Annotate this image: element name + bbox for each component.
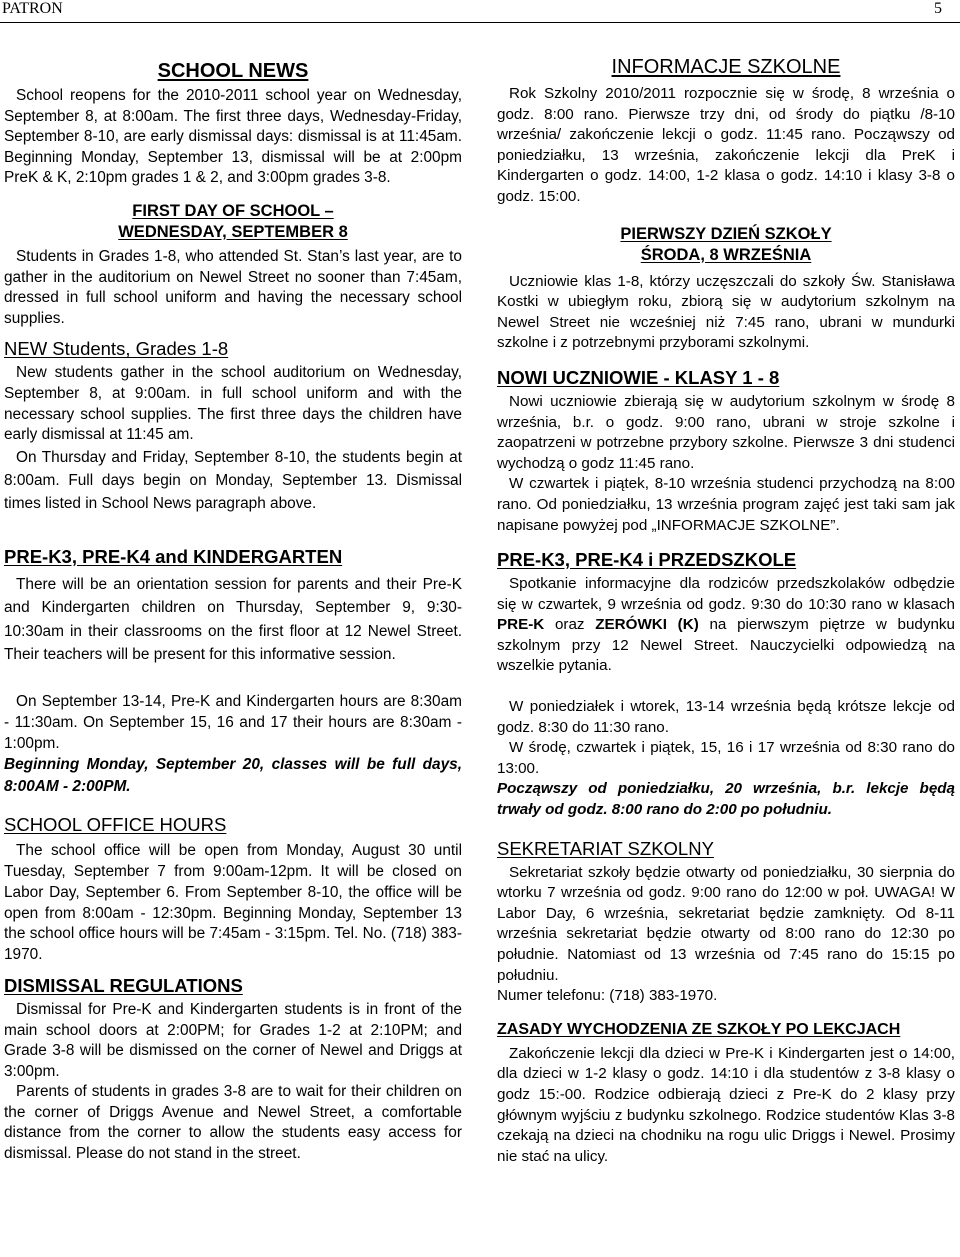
office-hours-text: The school office will be open from Monday, August 30 until Tuesday, September 7 from 9:00am-12pm. It will be closed on Labor Day, September 6. From September 8-10, the office will be open from 8:00am - 12:30pm. Beginning Monday, September 13 the school office hours will be 7:45am - 3:15pm. Tel. No. (718) 383-1970.: [4, 842, 462, 964]
first-day-pl-heading-line2: ŚRODA, 8 WRZEŚNIA: [640, 245, 812, 264]
new-students-pl-text-1: Nowi uczniowie zbierają się w audytorium szkolnym w środę 8 września, b.r. o godz. 9:00 rano, ubrani w stroje szkolne i zaopatrzeni w potrzebne przybory szkolne. Pierwsze 3 dni studenci wychodzą o godz 11:45 rano.: [497, 392, 955, 472]
new-students-text-2: On Thursday and Friday, September 8-10, the students begin at 8:00am. Full days begin on Monday, September 13. Dismissal times listed in School News paragraph above.: [4, 448, 462, 512]
office-pl-heading: SEKRETARIAT SZKOLNY: [497, 837, 714, 859]
prek-pl-heading: PRE-K3, PRE-K4 i PRZEDSZKOLE: [497, 549, 797, 571]
new-students-pl-heading: NOWI UCZNIOWIE - KLASY 1 - 8: [497, 366, 780, 388]
dismissal-heading: DISMISSAL REGULATIONS: [4, 974, 243, 996]
page-number: 5: [934, 0, 942, 17]
first-day-text: Students in Grades 1-8, who attended St. Stan’s last year, are to gather in the auditorium on Newel Street no sooner than 7:45am, dressed in full school uniform and having the necessary school supplies.: [4, 247, 462, 327]
dismissal-pl-text: Zakończenie lekcji dla dzieci w Pre-K i Kindergarten jest o 14:00, dla dzieci w 1-2 klasy o godz. 14:10 i dla studentów z 3-8 klasy o godz 15:-00. Rodzice odbierają dzieci z Pre-K do 2 klasy przy głównym wyjściu z budynku szkolnego. Rodzice studentów Klas 3-8 czekają na dzieci na chodniku na rogu ulic Driggs i Newel. Prosimy nie stać na ulicy.: [497, 1044, 955, 1165]
first-day-pl-text: Uczniowie klas 1-8, którzy uczęszczali do szkoły Św. Stanisława Kostki w ubiegłym roku, zbiorą się w audytorium szkolnym na Newel Street nie wcześniej niż 7:45 rano, ubrani w mundurki szkolne i z potrzebnymi przyborami szkolnymi.: [497, 272, 955, 352]
prek-pl-text-2: W poniedziałek i wtorek, 13-14 września będą krótsze lekcje od godz. 8:30 do 11:30 rano.: [497, 698, 955, 736]
first-day-heading-line2: WEDNESDAY, SEPTEMBER 8: [118, 222, 348, 241]
prek-pl-text-1: [497, 574, 955, 677]
new-students-text-1: New students gather in the school auditorium on Wednesday, September 8, at 9:00am. in full school uniform and with the necessary school supplies. The first three days the children have early dismissal at 11:45 am.: [4, 364, 462, 444]
prek-pl-text-1c: na pierwszym piętrze w budynku szkolnym przy 12 Newel Street. Nauczycielki odpowiedzą na wszelkie pytania.: [497, 616, 955, 675]
prek-pl-text-4: Począwszy od poniedziałku, 20 września, b.r. lekcje będą trwały od godz. 8:00 rano do 2:00 po południu.: [497, 780, 955, 819]
school-news-text: School reopens for the 2010-2011 school year on Wednesday, September 8, at 8:00am. The first three days, Wednesday-Friday, September 8-10, are early dismissal days: dismissal is at 11:45am. Beginning Monday, September 13, dismissal will be at 2:00pm PreK & K, 2:10pm grades 1 & 2, and 3:00pm grades 3-8.: [4, 87, 462, 187]
new-students-pl-text-2: W czwartek i piątek, 8-10 września studenci przychodzą na 8:00 rano. Od poniedziałku, 13 września program zajęć jest taki sam jak napisane powyżej pod „INFORMACJE SZKOLNE”.: [497, 475, 955, 534]
prek-text-2: On September 13-14, Pre-K and Kindergarten hours are 8:30am - 11:30am. On September 15, 16 and 17 their hours are 8:30am - 1:00pm.: [4, 693, 462, 752]
page-header: [0, 0, 960, 23]
prek-pl-bold-zerowki: ZERÓWKI (K): [595, 616, 699, 634]
first-day-heading-line1: FIRST DAY OF SCHOOL –: [132, 201, 334, 220]
prek-heading: PRE-K3, PRE-K4 and KINDERGARTEN: [4, 545, 343, 567]
dismissal-text-1: Dismissal for Pre-K and Kindergarten students is in front of the main school doors at 2:00PM; for Grades 1-2 at 2:10PM; and Grade 3-8 will be dismissed on the corner of Newel and Driggs at 3:00pm.: [4, 1000, 462, 1080]
school-news-heading: SCHOOL NEWS: [157, 60, 309, 82]
prek-text-3: Beginning Monday, September 20, classes will be full days, 8:00AM - 2:00PM.: [4, 756, 462, 795]
newsletter-name: PATRON: [2, 0, 63, 17]
prek-text-1: There will be an orientation session for parents and their Pre-K and Kindergarten children on Thursday, September 9, 9:30-10:30am in their classrooms on the first floor at 12 Newel Street. Their teachers will be present for this informative session.: [4, 575, 462, 663]
english-column: [4, 54, 462, 1165]
dismissal-pl-heading: ZASADY WYCHODZENIA ZE SZKOŁY PO LEKCJACH: [497, 1020, 901, 1038]
prek-pl-text-1b: oraz: [554, 616, 585, 634]
dismissal-text-2: Parents of students in grades 3-8 are to wait for their children on the corner of Driggs Avenue and Newel Street, a comfortable distance from the corner to allow the students easy access for dismissal. Please do not stand in the street.: [4, 1083, 462, 1163]
first-day-pl-heading-line1: PIERWSZY DZIEŃ SZKOŁY: [620, 224, 832, 243]
polish-column: [497, 54, 955, 1167]
prek-pl-text-3: W środę, czwartek i piątek, 15, 16 i 17 września od 8:30 rano do 13:00.: [497, 739, 955, 777]
prek-pl-bold-prek: PRE-K: [497, 616, 545, 634]
info-text: Rok Szkolny 2010/2011 rozpocznie się w środę, 8 września o godz. 8:00 rano. Pierwsze trzy dni, od środy do piątku /8-10 września/ zakończenie lekcji o godz. 11:45 rano. Począwszy od poniedziałku, 13 września, zakończenie lekcji dla PreK i Kindergarten o godz. 14:00, 1-2 klasa o godz. 14:10 i klasy 3-8 o godz. 15:00.: [497, 85, 955, 205]
new-students-heading: NEW Students, Grades 1-8: [4, 338, 229, 360]
office-pl-phone: Numer telefonu: (718) 383-1970.: [497, 987, 718, 1005]
info-heading: INFORMACJE SZKOLNE: [611, 56, 841, 78]
office-hours-heading: SCHOOL OFFICE HOURS: [4, 814, 227, 836]
prek-pl-text-1a: Spotkanie informacyjne dla rodziców przedszkolaków odbędzie się w czwartek, 9 września od godz. 9:30 do 10:30 rano w klasach: [497, 575, 955, 613]
office-pl-text: Sekretariat szkoły będzie otwarty od poniedziałku, 30 sierpnia do wtorku 7 września od godz. 9:00 rano do 12:00 w poł. UWAGA! W Labor Day, 6 września, sekretariat będzie zamknięty. Od 8-11 września sekretariat będzie otwarty od 8:00 rano do 12:30 po południe. Natomiast od 13 września od 7:45 rano do 15:15 po południu.: [497, 863, 955, 984]
